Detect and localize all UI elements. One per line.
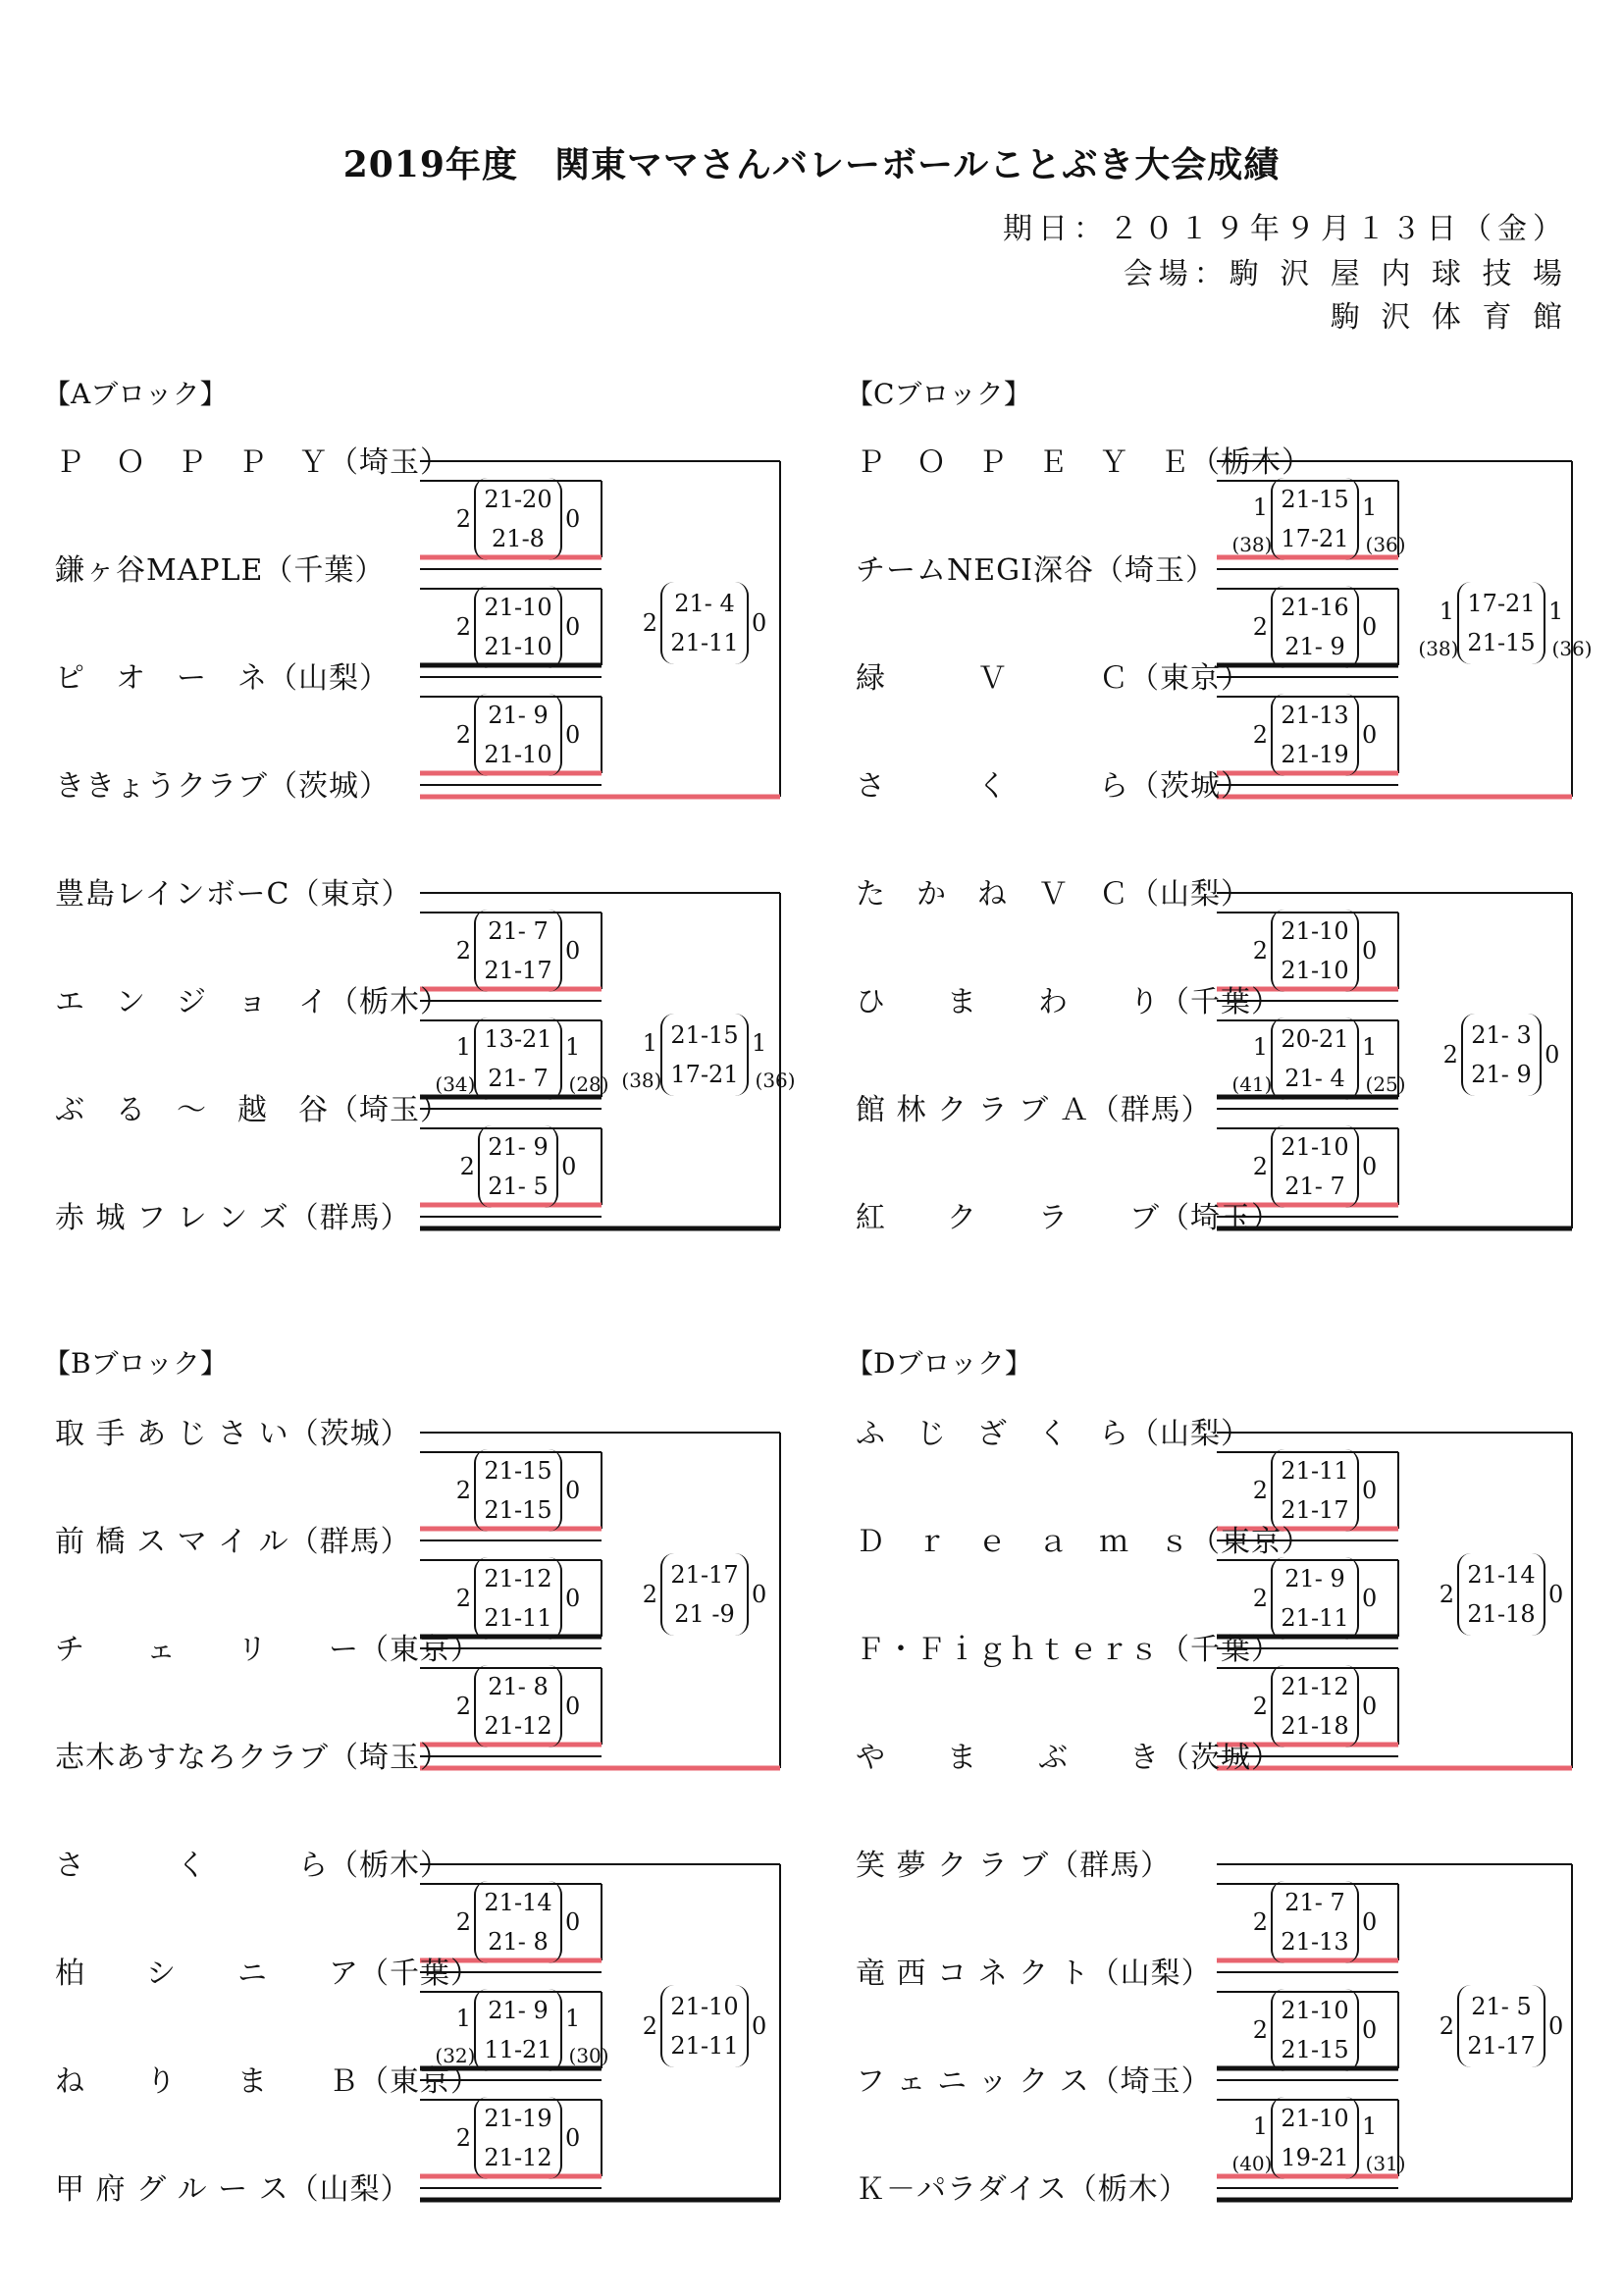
set-2-score: 21-15 xyxy=(484,1496,552,1524)
sets-won-left: 2 xyxy=(455,613,472,641)
set-2-score: 21-18 xyxy=(1281,1712,1349,1740)
set-2-score: 21-11 xyxy=(670,629,739,656)
set-2-score: 21-17 xyxy=(1281,1496,1349,1524)
match-score xyxy=(1231,2097,1406,2179)
sets-won-left: 1 xyxy=(1439,598,1455,625)
set-2-score: 21-11 xyxy=(484,1604,552,1632)
set-1-score: 13-21 xyxy=(484,1025,552,1053)
set-2-score: 21-15 xyxy=(1467,629,1536,656)
set-1-score: 21- 9 xyxy=(488,702,549,729)
sets-won-left: 2 xyxy=(455,721,472,749)
date-line: 期日：２０１９年９月１３日（金） xyxy=(1003,212,1568,246)
sets-won-right: 1 xyxy=(751,1029,767,1057)
block-label-d: 【Dブロック】 xyxy=(846,1347,1032,1380)
sets-won-right: 0 xyxy=(561,1153,577,1180)
team-name: 甲 府 グ ル ー ス（山梨） xyxy=(55,2172,411,2207)
team-name: さ く ら（栃木） xyxy=(55,1849,450,1883)
set-1-score: 21-13 xyxy=(1281,702,1349,729)
team-name: Ｄ ｒ ｅ ａ ｍ ｓ（東京） xyxy=(856,1525,1312,1559)
sets-won-left: 2 xyxy=(642,1581,658,1608)
total-points-left: (38) xyxy=(1231,533,1273,556)
set-2-score: 21- 7 xyxy=(1284,1173,1345,1200)
sets-won-right: 0 xyxy=(1361,937,1378,965)
match-score xyxy=(1231,478,1406,560)
sets-won-right: 1 xyxy=(1547,598,1564,625)
sets-won-right: 0 xyxy=(564,613,581,641)
set-scores xyxy=(660,1014,748,1096)
set-scores xyxy=(1271,478,1358,560)
team-name: 志木あすなろクラブ（埼玉） xyxy=(55,1741,450,1775)
sets-won-left: 2 xyxy=(1252,721,1269,749)
set-2-score: 21-18 xyxy=(1467,1600,1536,1628)
match-score xyxy=(456,1125,580,1208)
set-scores xyxy=(1271,1665,1358,1748)
set-scores xyxy=(474,1449,561,1532)
set-2-score: 21- 7 xyxy=(488,1065,549,1092)
team-name: 赤 城 フ レ ン ズ（群馬） xyxy=(55,1201,411,1235)
team-name: ね り ま Ｂ（東京） xyxy=(55,2064,481,2099)
set-2-score: 21-11 xyxy=(1281,1604,1349,1632)
sets-won-right: 0 xyxy=(1547,2012,1564,2040)
set-1-score: 21-14 xyxy=(484,1889,552,1916)
set-scores xyxy=(1457,1553,1544,1636)
sets-won-left: 2 xyxy=(1252,1693,1269,1720)
sets-won-right: 0 xyxy=(751,2012,767,2040)
set-scores xyxy=(1271,1557,1358,1640)
match-score xyxy=(452,694,583,776)
team-name: 竜 西 コ ネ ク ト（山梨） xyxy=(856,1957,1212,1991)
match-score xyxy=(639,582,769,664)
set-scores xyxy=(1271,2097,1358,2179)
match-score xyxy=(639,1553,769,1636)
set-scores xyxy=(1271,1449,1358,1532)
sets-won-right: 0 xyxy=(564,1908,581,1936)
team-name: 館 林 ク ラ ブ Ａ（群馬） xyxy=(856,1093,1212,1127)
team-name: 取 手 あ じ さ い（茨城） xyxy=(55,1417,411,1451)
set-2-score: 21-15 xyxy=(1281,2036,1349,2063)
set-1-score: 21-16 xyxy=(1281,594,1349,621)
sets-won-left: 2 xyxy=(455,1693,472,1720)
sets-won-left: 2 xyxy=(642,2012,658,2040)
team-name: フ ェ ニ ッ ク ス（埼玉） xyxy=(856,2064,1212,2099)
set-scores xyxy=(474,910,561,992)
set-2-score: 17-21 xyxy=(1281,525,1349,552)
sets-won-right: 0 xyxy=(564,937,581,965)
set-1-score: 21-10 xyxy=(1281,1997,1349,2024)
set-1-score: 21-10 xyxy=(670,1993,739,2020)
set-2-score: 21 -9 xyxy=(674,1600,735,1628)
set-scores xyxy=(1271,1125,1358,1208)
sets-won-right: 0 xyxy=(1361,1477,1378,1504)
set-1-score: 21-12 xyxy=(484,1565,552,1592)
sets-won-left: 2 xyxy=(1442,1041,1458,1069)
set-1-score: 21- 7 xyxy=(488,917,549,945)
set-1-score: 21- 9 xyxy=(488,1133,549,1161)
set-scores xyxy=(474,1989,561,2071)
venue-line-2: 駒 沢 体 育 館 xyxy=(1330,300,1568,335)
team-name: 柏 シ ニ ア（千葉） xyxy=(55,1957,481,1991)
set-2-score: 21-10 xyxy=(484,741,552,768)
set-1-score: 21-20 xyxy=(484,486,552,513)
sets-won-left: 2 xyxy=(455,505,472,533)
set-scores xyxy=(1271,910,1358,992)
team-name: 紅 ク ラ ブ（埼玉） xyxy=(856,1201,1282,1235)
sets-won-left: 2 xyxy=(1252,1908,1269,1936)
sets-won-left: 2 xyxy=(1252,2016,1269,2044)
team-name: や ま ぶ き（茨城） xyxy=(856,1741,1282,1775)
set-2-score: 21-19 xyxy=(1281,741,1349,768)
set-1-score: 21-10 xyxy=(1281,917,1349,945)
match-score xyxy=(1249,1665,1380,1748)
sets-won-left: 1 xyxy=(455,2005,472,2032)
match-score xyxy=(452,586,583,668)
set-2-score: 21- 4 xyxy=(1284,1065,1345,1092)
team-name: さ く ら（茨城） xyxy=(856,769,1251,804)
total-points-right: (28) xyxy=(568,1072,609,1096)
sets-won-left: 1 xyxy=(1252,494,1269,521)
set-2-score: 11-21 xyxy=(484,2036,552,2063)
sets-won-right: 0 xyxy=(1361,1908,1378,1936)
set-1-score: 21- 5 xyxy=(1471,1993,1532,2020)
set-1-score: 21- 9 xyxy=(488,1997,549,2024)
total-points-right: (36) xyxy=(755,1069,796,1092)
page-title: 2019年度 関東ママさんバレーボールことぶき大会成績 xyxy=(342,144,1281,185)
team-name: Ｐ Ｏ Ｐ Ｐ Ｙ（埼玉） xyxy=(55,445,450,480)
team-name: ぶ る ～ 越 谷（埼玉） xyxy=(55,1093,450,1127)
match-score xyxy=(1436,1985,1566,2067)
set-scores xyxy=(1457,1985,1544,2067)
match-score xyxy=(639,1985,769,2067)
sets-won-left: 2 xyxy=(455,2124,472,2152)
sets-won-left: 2 xyxy=(1252,1585,1269,1612)
set-1-score: 21-14 xyxy=(1467,1561,1536,1589)
set-1-score: 21-10 xyxy=(1281,2105,1349,2132)
set-scores xyxy=(474,1665,561,1748)
total-points-left: (34) xyxy=(435,1072,476,1096)
team-name: 鎌ヶ谷MAPLE（千葉） xyxy=(55,553,386,588)
sets-won-right: 0 xyxy=(1361,1153,1378,1180)
set-2-score: 21-17 xyxy=(484,957,552,984)
sets-won-right: 0 xyxy=(564,2124,581,2152)
team-name: ピ オ ー ネ（山梨） xyxy=(55,661,390,696)
sets-won-left: 1 xyxy=(1252,2113,1269,2140)
set-scores xyxy=(1271,1881,1358,1963)
match-score xyxy=(452,1881,583,1963)
set-1-score: 21-17 xyxy=(670,1561,739,1589)
set-scores xyxy=(1461,1014,1542,1096)
set-scores xyxy=(474,2097,561,2179)
set-scores xyxy=(474,1557,561,1640)
match-score xyxy=(452,910,583,992)
set-2-score: 21-12 xyxy=(484,1712,552,1740)
sets-won-left: 2 xyxy=(1252,1477,1269,1504)
block-label-c: 【Cブロック】 xyxy=(846,378,1031,410)
total-points-right: (30) xyxy=(568,2044,609,2067)
set-2-score: 21- 5 xyxy=(488,1173,549,1200)
sets-won-right: 0 xyxy=(1361,721,1378,749)
set-2-score: 21- 9 xyxy=(1284,633,1345,660)
sets-won-left: 1 xyxy=(1252,1033,1269,1061)
set-1-score: 21-19 xyxy=(484,2105,552,2132)
sets-won-right: 0 xyxy=(751,1581,767,1608)
team-name: ききょうクラブ（茨城） xyxy=(55,769,390,804)
sets-won-right: 0 xyxy=(1361,613,1378,641)
match-score xyxy=(452,478,583,560)
total-points-left: (41) xyxy=(1231,1072,1273,1096)
match-score xyxy=(1418,582,1593,664)
set-1-score: 21-10 xyxy=(1281,1133,1349,1161)
total-points-right: (31) xyxy=(1365,2152,1406,2175)
match-score xyxy=(435,1989,609,2071)
team-name: ひ ま わ り（千葉） xyxy=(856,985,1282,1019)
set-2-score: 21-8 xyxy=(492,525,545,552)
sets-won-left: 2 xyxy=(459,1153,475,1180)
set-scores xyxy=(474,586,561,668)
set-scores xyxy=(478,1125,558,1208)
sets-won-right: 0 xyxy=(564,1585,581,1612)
set-2-score: 17-21 xyxy=(670,1061,739,1088)
set-2-score: 21- 8 xyxy=(488,1928,549,1956)
set-scores xyxy=(660,582,748,664)
match-score xyxy=(1231,1018,1406,1100)
block-label-a: 【Aブロック】 xyxy=(43,378,228,410)
sets-won-left: 2 xyxy=(1439,2012,1455,2040)
set-scores xyxy=(474,478,561,560)
sets-won-right: 1 xyxy=(1361,1033,1378,1061)
team-name: エ ン ジ ョ イ（栃木） xyxy=(55,985,450,1019)
team-name: 前 橋 ス マ イ ル（群馬） xyxy=(55,1525,411,1559)
match-score xyxy=(435,1018,609,1100)
set-scores xyxy=(660,1553,748,1636)
set-scores xyxy=(660,1985,748,2067)
sets-won-right: 1 xyxy=(564,2005,581,2032)
set-1-score: 21-11 xyxy=(1281,1457,1349,1485)
sets-won-right: 0 xyxy=(1547,1581,1564,1608)
set-2-score: 21-10 xyxy=(484,633,552,660)
team-name: チームNEGI深谷（埼玉） xyxy=(856,553,1216,588)
match-score xyxy=(452,2097,583,2179)
match-score xyxy=(452,1557,583,1640)
set-1-score: 17-21 xyxy=(1467,590,1536,617)
match-score xyxy=(1249,1881,1380,1963)
sets-won-right: 0 xyxy=(564,1477,581,1504)
sets-won-left: 2 xyxy=(1252,1153,1269,1180)
sets-won-right: 0 xyxy=(751,609,767,637)
sets-won-right: 0 xyxy=(1361,1693,1378,1720)
total-points-left: (38) xyxy=(621,1069,662,1092)
set-2-score: 21-10 xyxy=(1281,957,1349,984)
sets-won-right: 1 xyxy=(564,1033,581,1061)
sets-won-right: 0 xyxy=(1361,2016,1378,2044)
set-2-score: 21-13 xyxy=(1281,1928,1349,1956)
set-1-score: 21-15 xyxy=(670,1021,739,1049)
sets-won-right: 1 xyxy=(1361,494,1378,521)
match-score xyxy=(621,1014,796,1096)
match-score xyxy=(1249,1557,1380,1640)
match-score xyxy=(452,1665,583,1748)
set-scores xyxy=(1457,582,1544,664)
sets-won-right: 0 xyxy=(564,1693,581,1720)
set-1-score: 21- 4 xyxy=(674,590,735,617)
sets-won-left: 2 xyxy=(455,1477,472,1504)
set-2-score: 21-17 xyxy=(1467,2032,1536,2060)
sets-won-left: 1 xyxy=(642,1029,658,1057)
set-scores xyxy=(1271,694,1358,776)
set-2-score: 21-11 xyxy=(670,2032,739,2060)
match-score xyxy=(1249,1989,1380,2071)
block-label-b: 【Bブロック】 xyxy=(43,1347,229,1380)
team-name: 笑 夢 ク ラ ブ（群馬） xyxy=(856,1849,1172,1883)
match-score xyxy=(1249,586,1380,668)
sets-won-left: 1 xyxy=(455,1033,472,1061)
sets-won-right: 0 xyxy=(564,721,581,749)
match-score xyxy=(1249,1125,1380,1208)
team-name: ふ じ ざ く ら（山梨） xyxy=(856,1417,1251,1451)
set-1-score: 21-10 xyxy=(484,594,552,621)
set-scores xyxy=(1271,1989,1358,2071)
sets-won-left: 2 xyxy=(642,609,658,637)
sets-won-left: 2 xyxy=(1252,613,1269,641)
total-points-right: (36) xyxy=(1365,533,1406,556)
total-points-left: (40) xyxy=(1231,2152,1273,2175)
set-1-score: 21-15 xyxy=(1281,486,1349,513)
set-2-score: 21-12 xyxy=(484,2144,552,2171)
set-2-score: 21- 9 xyxy=(1471,1061,1532,1088)
match-score xyxy=(1249,910,1380,992)
team-name: チ ェ リ ー（東京） xyxy=(55,1633,481,1667)
match-score xyxy=(452,1449,583,1532)
team-name: 緑 Ｖ Ｃ（東京） xyxy=(856,661,1251,696)
team-name: た か ね Ｖ Ｃ（山梨） xyxy=(856,877,1251,912)
venue-line-1: 会場：駒 沢 屋 内 球 技 場 xyxy=(1123,257,1568,291)
set-scores xyxy=(474,694,561,776)
sets-won-left: 2 xyxy=(1252,937,1269,965)
sets-won-left: 2 xyxy=(1439,1581,1455,1608)
set-scores xyxy=(1271,1018,1358,1100)
total-points-right: (36) xyxy=(1551,637,1593,660)
sets-won-right: 0 xyxy=(1544,1041,1560,1069)
total-points-left: (38) xyxy=(1418,637,1459,660)
match-score xyxy=(1440,1014,1563,1096)
set-1-score: 21- 8 xyxy=(488,1673,549,1700)
team-name: Ｆ・Ｆｉｇｈｔｅｒｓ（千葉） xyxy=(856,1633,1282,1667)
team-name: Ｐ Ｏ Ｐ Ｅ Ｙ Ｅ（栃木） xyxy=(856,445,1312,480)
set-scores xyxy=(474,1881,561,1963)
set-1-score: 21- 3 xyxy=(1471,1021,1532,1049)
total-points-right: (25) xyxy=(1365,1072,1406,1096)
set-1-score: 20-21 xyxy=(1281,1025,1349,1053)
match-score xyxy=(1249,694,1380,776)
total-points-left: (32) xyxy=(435,2044,476,2067)
match-score xyxy=(1436,1553,1566,1636)
set-1-score: 21-12 xyxy=(1281,1673,1349,1700)
sets-won-right: 1 xyxy=(1361,2113,1378,2140)
match-score xyxy=(1249,1449,1380,1532)
sets-won-left: 2 xyxy=(455,937,472,965)
set-scores xyxy=(1271,586,1358,668)
set-2-score: 19-21 xyxy=(1281,2144,1349,2171)
team-name: Ｋ－パラダイス（栃木） xyxy=(856,2172,1189,2207)
sets-won-right: 0 xyxy=(1361,1585,1378,1612)
sets-won-left: 2 xyxy=(455,1585,472,1612)
set-1-score: 21-15 xyxy=(484,1457,552,1485)
set-scores xyxy=(474,1018,561,1100)
set-1-score: 21- 9 xyxy=(1284,1565,1345,1592)
team-name: 豊島レインボーC（東京） xyxy=(55,877,412,912)
sets-won-left: 2 xyxy=(455,1908,472,1936)
set-1-score: 21- 7 xyxy=(1284,1889,1345,1916)
sets-won-right: 0 xyxy=(564,505,581,533)
